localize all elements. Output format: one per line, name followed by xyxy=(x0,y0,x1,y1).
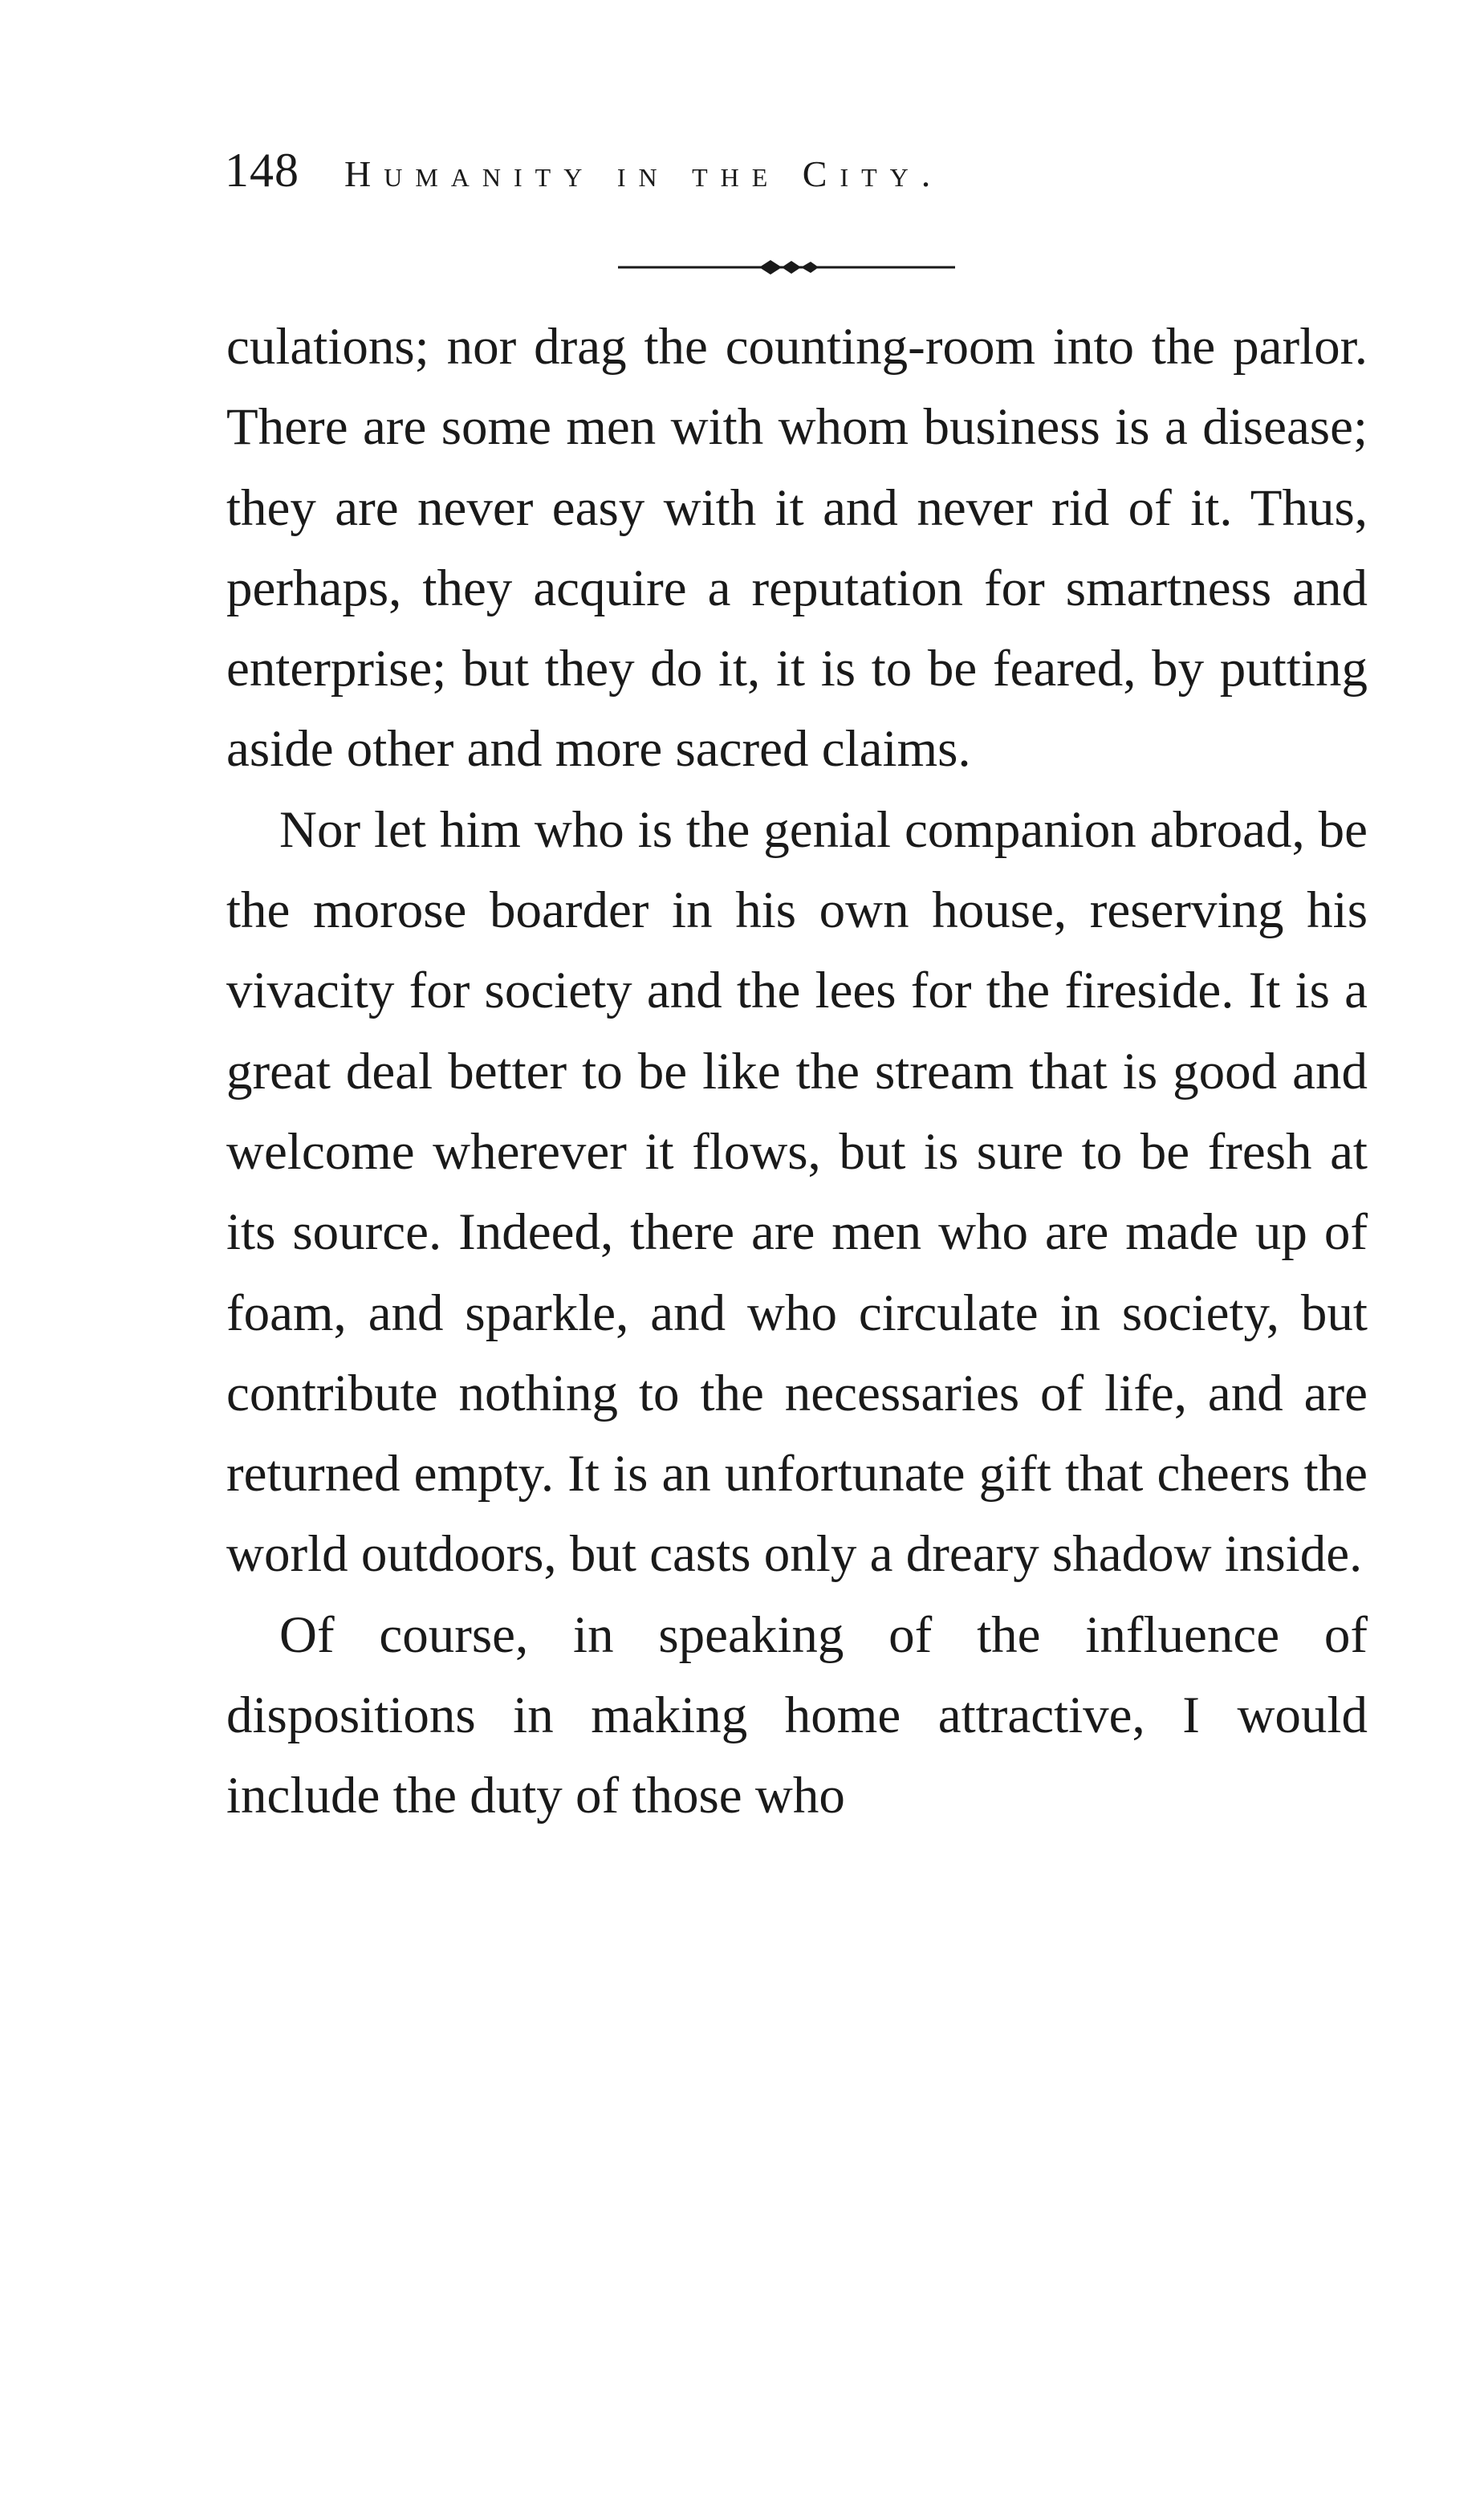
paragraph-of-course: Of course, in speaking of the influence of dispositions in making home attractive, I would include the duty of those who xyxy=(226,1605,1368,1825)
paragraph-continuation: culations; nor drag the counting-room into the parlor. There are some men with whom business is a disease; they are never easy with it and never rid of it. Thus, perhaps, they acquire a reputation for smartness and enterprise; but they do it, it is to be feared, by putting aside other and more sacred claims. xyxy=(226,318,1368,779)
body-text xyxy=(226,307,1368,1837)
page-number: 148 xyxy=(225,144,299,197)
paragraph-genial-companion: Nor let him who is the genial companion abroad, be the morose boarder in his own house, reserving his vivacity for society and the lees for the fireside. It is a great deal better to be like the stream that is good and welcome wherever it flows, but is sure to be fresh at its source. Indeed, there are men who are made up of foam, and sparkle, and who circulate in society, but contribute nothing to the necessaries of life, and are returned empty. It is an unfortunate gift that cheers the world outdoors, but casts only a dreary shadow inside. xyxy=(226,800,1368,1584)
rule-with-diamond-ornament-icon xyxy=(618,255,955,279)
running-title: Humanity in the City. xyxy=(344,153,944,194)
running-head xyxy=(225,143,1228,207)
